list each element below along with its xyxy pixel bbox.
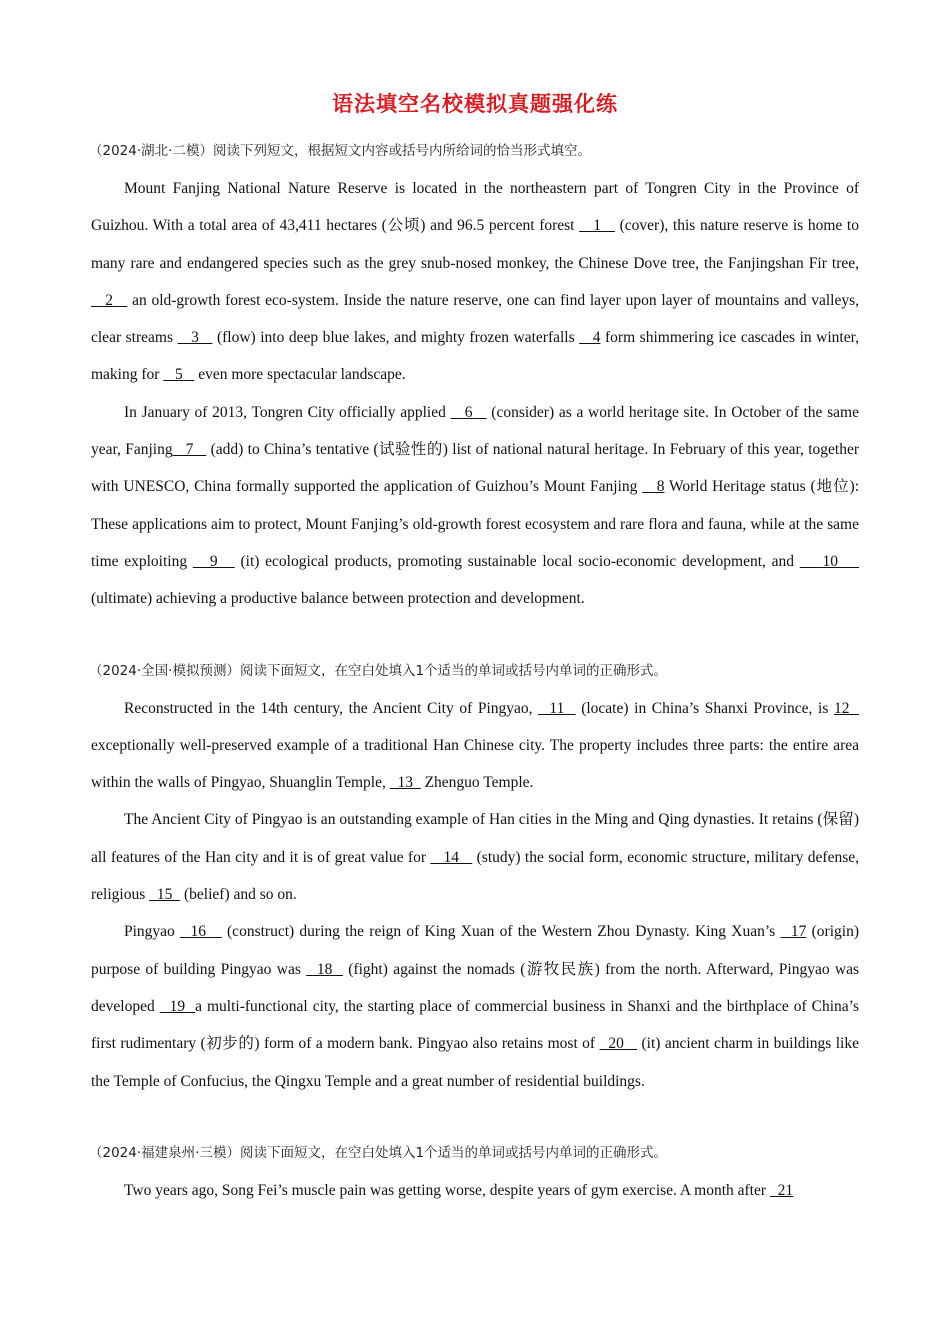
text-run: even more spectacular landscape.: [194, 366, 406, 384]
answer-blank: 9: [192, 552, 235, 570]
paragraph: [91, 913, 859, 1099]
answer-blank: 2: [91, 291, 128, 309]
paragraph: [91, 801, 859, 913]
answer-blank: 12: [834, 699, 860, 717]
answer-blank: 3: [177, 329, 213, 347]
text-run: an old-growth forest eco-system. Inside the nature reserve, one can find layer upon layer of mountains and valleys, clear streams: [91, 291, 860, 347]
section-instruction: （2024·福建泉州·三模）阅读下面短文，在空白处填入1个适当的单词或括号内单词的正确形式。: [89, 1144, 668, 1161]
paragraph: [91, 1172, 859, 1209]
text-run: Mount Fanjing National Nature Reserve is located in the northeastern part of Tongren City in the Province of Guizhou. With a total area of 43,411 hectares (公顷) and 96.5 percent forest: [91, 180, 859, 235]
answer-blank: 15: [149, 886, 181, 904]
text-run: Pingyao: [124, 923, 181, 941]
text-run: (it) ancient charm in buildings like the Temple of Confucius, the Qingxu Temple and a great number of residential buildings.: [91, 1035, 859, 1090]
text-run: In January of 2013, Tongren City officially applied: [124, 403, 451, 421]
answer-blank: 17: [780, 923, 807, 941]
text-run: a multi-functional city, the starting place of commercial business in Shanxi and the birthplace of China’s first rudimentary (初步的) form of a modern bank. Pingyao also retains most of: [91, 997, 859, 1053]
text-run: (cover), this nature reserve is home to many rare and endangered species such as the grey snub-nosed monkey, the Chinese Dove tree, the Fanjingshan Fir tree,: [91, 217, 859, 272]
answer-blank: 6: [450, 403, 487, 421]
text-run: exceptionally well-preserved example of a traditional Han Chinese city. The property includes three parts: the entire area within the walls of Pingyao, Shuanglin Temple,: [91, 736, 859, 792]
text-run: (ultimate) achieving a productive balance between protection and development.: [91, 590, 585, 608]
text-run: Reconstructed in the 14th century, the Ancient City of Pingyao,: [124, 699, 539, 717]
paragraph: [91, 170, 859, 394]
text-run: (consider) as a world heritage site. In October of the same year, Fanjing: [91, 403, 859, 459]
paragraph: [91, 690, 859, 802]
paragraph: [91, 394, 859, 618]
text-run: (belief) and so on.: [180, 886, 297, 904]
answer-blank: 18: [306, 960, 343, 978]
text-run: Zhenguo Temple.: [420, 774, 534, 792]
text-run: World Heritage status (地位): These applications aim to protect, Mount Fanjing’s old-growth forest ecosystem and rare flora and fauna, while at the same time exploiting: [91, 478, 859, 570]
document-page: [91, 84, 859, 1209]
section-instruction: （2024·全国·模拟预测）阅读下面短文，在空白处填入1个适当的单词或括号内单词的正确形式。: [89, 662, 668, 679]
text-run: (flow) into deep blue lakes, and mighty frozen waterfalls: [212, 329, 580, 347]
text-run: (add) to China’s tentative (试验性的) list of national natural heritage. In February of this year, together with UNESCO, China formally supported the application of Guizhou’s Mount Fanjing: [91, 441, 860, 496]
answer-blank: 7: [172, 441, 207, 459]
text-run: (locate) in China’s Shanxi Province, is: [575, 699, 835, 717]
answer-blank: 16: [180, 923, 222, 941]
answer-blank: 11: [538, 699, 576, 717]
text-run: (construct) during the reign of King Xuan of the Western Zhou Dynasty. King Xuan’s: [221, 923, 781, 941]
section-1: [91, 140, 859, 618]
answer-blank: 5: [163, 366, 195, 384]
page-title: 语法填空名校模拟真题强化练: [332, 92, 618, 116]
answer-blank: 19: [159, 997, 196, 1015]
text-run: Two years ago, Song Fei’s muscle pain was getting worse, despite years of gym exercise. A month after: [124, 1181, 770, 1199]
answer-blank: 20: [599, 1035, 638, 1053]
text-run: The Ancient City of Pingyao is an outstanding example of Han cities in the Ming and Qing dynasties. It retains (保留) all features of the Han city and it is of great value for: [91, 811, 859, 866]
answer-blank: 13: [389, 774, 421, 792]
text-run: (study) the social form, economic structure, military defense, religious: [91, 848, 859, 904]
answer-blank: 10: [799, 552, 860, 570]
answer-blank: 8: [642, 478, 665, 496]
text-run: (fight) against the nomads (游牧民族) from the north. Afterward, Pingyao was developed: [91, 960, 860, 1015]
section-3: [91, 1142, 859, 1209]
answer-blank: 14: [430, 848, 473, 866]
answer-blank: 21: [769, 1181, 794, 1199]
section-instruction: （2024·湖北·二模）阅读下列短文，根据短文内容或括号内所给词的恰当形式填空。: [89, 143, 591, 159]
answer-blank: 4: [579, 329, 601, 347]
answer-blank: 1: [579, 217, 615, 235]
text-run: (origin) purpose of building Pingyao was: [91, 923, 859, 978]
text-run: form shimmering ice cascades in winter, making for: [91, 329, 860, 384]
text-run: (it) ecological products, promoting sustainable local socio-economic development, and: [234, 552, 800, 570]
section-2: [91, 660, 859, 1100]
